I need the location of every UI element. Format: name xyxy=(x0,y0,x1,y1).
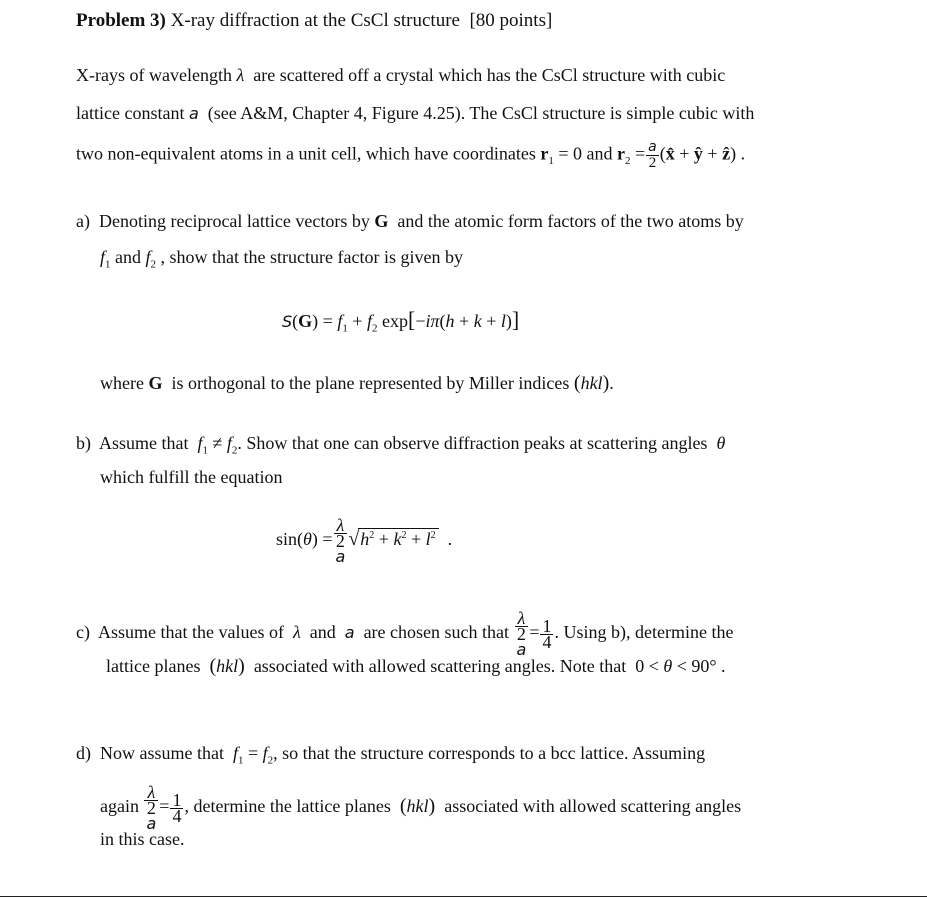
page-title: Problem 3) X-ray diffraction at the CsCl structure [80 points] xyxy=(76,10,553,31)
title-rest: X-ray diffraction at the CsCl structure [80 points] xyxy=(170,10,553,31)
part-a-line-2: $f_1$ and $f_2$ , show that the structure factor is given by xyxy=(100,247,463,271)
structure-factor-equation: $S(G) = f_1 + f_2$ exp[−iπ(h + k + l)] xyxy=(282,307,520,335)
part-c-line-1: c) Assume that the values of λ and a are chosen such that λ 2 a = $\frac{1}{4}$ . Using b), determine the xyxy=(76,608,734,659)
part-c-line-2: lattice planes (hkl) associated with allowed scattering angles. Note that 0 < θ < 90° . xyxy=(106,655,726,677)
part-b-line-1: b) Assume that $f_1 \ne f_2$. Show that one can observe diffraction peaks at scattering angles θ xyxy=(76,433,726,457)
intro-line-1: X-rays of wavelength λ are scattered off a crystal which has the CsCl structure with cubic xyxy=(76,65,726,85)
bottom-rule xyxy=(0,896,927,897)
part-d-line-2: again λ 2 a = $\frac{1}{4}$ , determine the lattice planes (hkl) associated with allowed scattering angles xyxy=(100,782,742,833)
intro-line-2: lattice constant a (see A&M, Chapter 4, Figure 4.25). The CsCl structure is simple cubic with xyxy=(76,103,755,123)
part-d-line-1: d) Now assume that $f_1 = f_2$, so that the structure corresponds to a bcc lattice. Assuming xyxy=(76,743,706,767)
part-b-line-2: which fulfill the equation xyxy=(100,467,283,487)
part-a-line-3: where G is orthogonal to the plane represented by Miller indices (hkl). xyxy=(100,372,614,394)
part-a-line-1: a) Denoting reciprocal lattice vectors by G and the atomic form factors of the two atoms by xyxy=(76,211,744,231)
part-d-line-3: in this case. xyxy=(100,829,185,849)
intro-line-3: two non-equivalent atoms in a unit cell, which have coordinates $r_1 = 0$ and $r_2$ = $\frac{a}{2}$ (x̂ + ŷ + ẑ) . xyxy=(76,139,746,171)
bragg-equation: sin(θ) = λ 2 a $√h^2 + k^2 + l^2$ . xyxy=(276,515,453,566)
